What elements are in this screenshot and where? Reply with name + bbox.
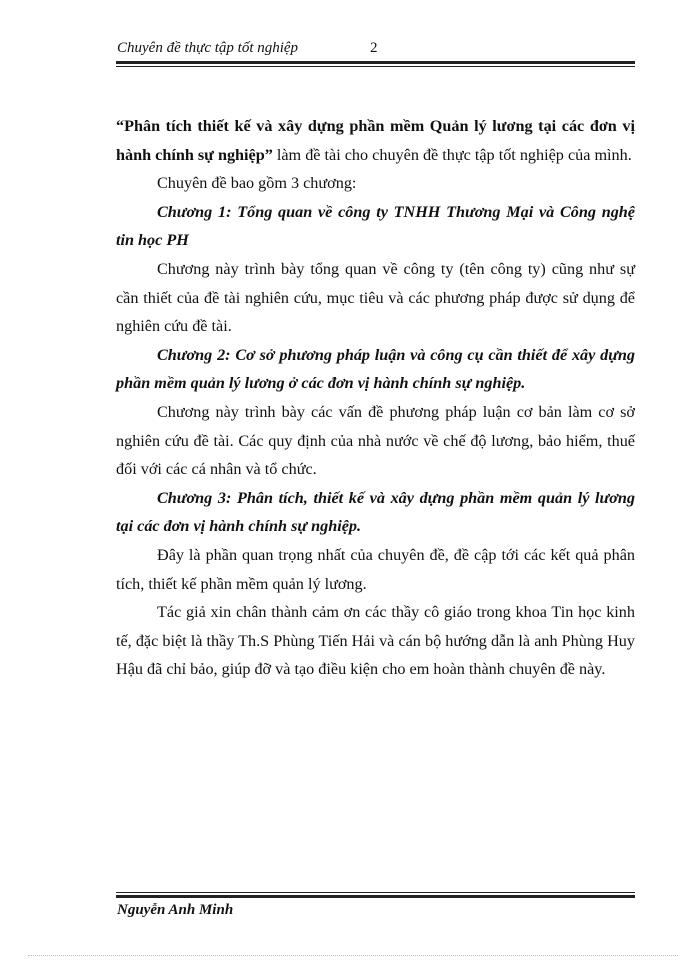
page-edge-dotted-line <box>28 955 678 956</box>
author-name: Nguyễn Anh Minh <box>117 902 234 918</box>
footer-rule-thin <box>116 892 635 893</box>
chapter-1-heading: Chương 1: Tổng quan về công ty TNHH Thương Mại và Công nghệ tin học PH <box>116 202 635 250</box>
header-title: Chuyên đề thực tập tốt nghiệp <box>117 40 299 56</box>
page-number: 2 <box>370 40 378 56</box>
structure-intro: Chuyên đề bao gồm 3 chương: <box>157 174 357 193</box>
header-rule-thin <box>116 66 635 67</box>
chapter-2-description: Chương này trình bày các vấn đề phương pháp luận cơ bản làm cơ sở nghiên cứu đề tài. Các quy định của nhà nước về chế độ lương, bảo hiểm, thuế đối với các cá nhân và tổ chức. <box>116 402 635 479</box>
chapter-2-heading: Chương 2: Cơ sở phương pháp luận và công cụ cần thiết để xây dựng phần mềm quản lý lương ở các đơn vị hành chính sự nghiệp. <box>116 345 635 393</box>
intro-rest: làm đề tài cho chuyên đề thực tập tốt nghiệp của mình. <box>272 145 632 164</box>
footer-rule-thick <box>116 895 635 898</box>
chapter-3-description: Đây là phần quan trọng nhất của chuyên đề, đề cập tới các kết quả phân tích, thiết kế phần mềm quản lý lương. <box>116 545 635 593</box>
header-rule-thick <box>116 61 635 64</box>
chapter-3-heading: Chương 3: Phân tích, thiết kế và xây dựng phần mềm quản lý lương tại các đơn vị hành chính sự nghiệp. <box>116 488 635 536</box>
document-body <box>116 112 635 684</box>
intro-paragraph <box>116 112 635 169</box>
chapter-1-description: Chương này trình bày tổng quan về công ty (tên công ty) cũng như sự cần thiết của đề tài nghiên cứu, mục tiêu và các phương pháp được sử dụng để nghiên cứu đề tài. <box>116 259 635 336</box>
acknowledgement-paragraph: Tác giả xin chân thành cảm ơn các thầy cô giáo trong khoa Tin học kinh tế, đặc biệt là thầy Th.S Phùng Tiến Hải và cán bộ hướng dẫn là anh Phùng Huy Hậu đã chỉ bảo, giúp đỡ và tạo điều kiện cho em hoàn thành chuyên đề này. <box>116 603 635 679</box>
thesis-title: “Phân tích thiết kế và xây dựng phần mềm Quản lý lương tại các đơn vị hành chính sự nghiệp” <box>116 117 635 164</box>
